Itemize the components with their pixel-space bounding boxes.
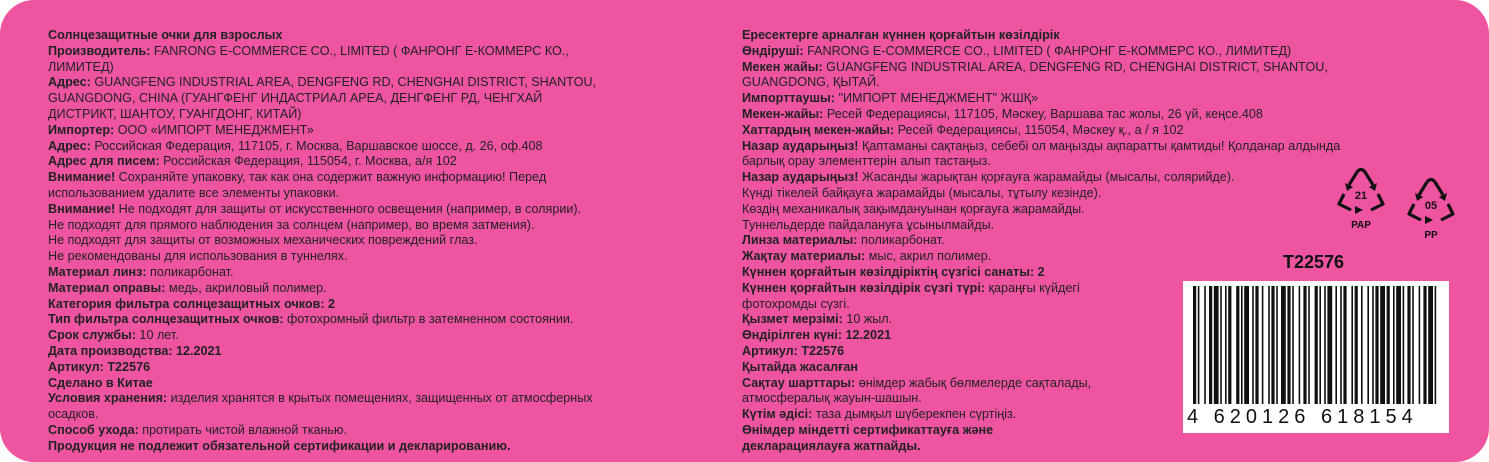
bold-label: Күтім әдісі: — [742, 407, 813, 422]
line-text: барлық орау элементтерін алып тастаңыз. — [742, 154, 991, 169]
bold-label: Продукция не подлежит обязательной сертификации и декларированию. — [48, 438, 511, 453]
bold-label: Солнцезащитные очки для взрослых — [48, 28, 283, 42]
kz-text-line — [742, 28, 1162, 44]
bold-label: Линза материалы: — [742, 233, 858, 248]
barcode-bar — [1367, 286, 1369, 404]
bold-label: декларациялауға жатпайды. — [742, 438, 921, 453]
barcode-bar — [1255, 286, 1258, 404]
line-text: GUANGDONG, ҚЫТАЙ. — [742, 75, 880, 90]
bold-label: Мекен жайы: — [742, 59, 823, 74]
line-text: Сохраняйте упаковку, так как она содержит важную информацию! Перед — [115, 170, 547, 185]
ru-text-line — [48, 407, 698, 423]
ru-text-line — [48, 75, 698, 91]
bold-label: Тип фильтра солнцезащитных очков: — [48, 312, 284, 327]
line-text: Көздің механикалық зақымдануынан қорғауға жарамайды. — [742, 201, 1085, 216]
barcode-bar — [1198, 286, 1200, 404]
bold-label: Импорттаушы: — [742, 91, 835, 106]
bold-label: Назар аударыңыз! — [742, 170, 859, 185]
barcode-bar — [1252, 286, 1254, 404]
bold-label: Мекен-жайы: — [742, 106, 824, 121]
article-code: T22576 — [1283, 252, 1345, 272]
bold-label: Адрес: — [48, 138, 91, 153]
kz-text-line — [742, 43, 1292, 60]
line-text: использованием удалите все элементы упаковки. — [48, 185, 340, 200]
barcode-bar — [1228, 286, 1231, 404]
kz-text-line — [742, 106, 1263, 123]
barcode-bar — [1281, 286, 1286, 404]
ru-text-line — [48, 344, 698, 360]
kz-text-line — [742, 59, 1328, 76]
line-text: ООО «ИМПОРТ МЕНЕДЖМЕНТ» — [114, 122, 314, 137]
barcode-bar — [1236, 286, 1239, 404]
barcode-bar — [1428, 286, 1433, 404]
bold-label: Дата производства: 12.2021 — [48, 343, 222, 358]
kz-text-line — [742, 281, 1162, 297]
barcode-bar — [1351, 286, 1353, 404]
barcode-bar — [1355, 286, 1358, 404]
barcode-bar — [1343, 286, 1346, 404]
line-text: Ресей Федерациясы, 115054, Мәскеу қ., а / я 102 — [894, 122, 1184, 137]
line-text: Российская Федерация, 117105, г. Москва, Варшавское шоссе, д. 26, оф.408 — [90, 138, 543, 153]
kz-text-line — [742, 154, 1162, 170]
line-text: Не подходят для защиты от возможных механических повреждений глаз. — [48, 233, 478, 248]
kz-text-line — [742, 233, 1162, 249]
line-text: GUANGFENG INDUSTRIAL AREA, DENGFENG RD, CHENGHAI DISTRICT, SHANTOU, — [822, 59, 1328, 74]
kz-text-line — [742, 407, 1162, 423]
ru-text-line — [48, 281, 698, 297]
bold-label: Сақтау шарттары: — [742, 375, 856, 390]
bold-label: Адрес: — [48, 75, 91, 90]
bold-label: Импортер: — [48, 122, 115, 137]
line-text: Күнді тікелей байқауға жарамайды (мысалы, тұтылу кезінде). — [742, 185, 1102, 200]
recycling-pp-icon — [1403, 176, 1459, 241]
barcode-bar — [1209, 286, 1212, 404]
barcode-bar — [1244, 286, 1249, 404]
bold-label: Категория фильтра солнцезащитных очков: 2 — [48, 296, 336, 311]
barcode-bar — [1435, 286, 1437, 404]
barcode-bar — [1375, 286, 1378, 404]
kz-text-line — [742, 376, 1162, 392]
bold-label: Күннен қорғайтын көзілдіріктің сүзгісі санаты: 2 — [742, 264, 1045, 279]
ru-text-line — [48, 60, 698, 76]
barcode-bar — [1412, 286, 1414, 404]
kz-text-line — [742, 344, 1162, 360]
line-text: қараңғы күйдегі — [985, 280, 1080, 295]
ru-text-line — [48, 107, 698, 123]
line-text: GUANGFENG INDUSTRIAL AREA, DENGFENG RD, CHENGHAI DISTRICT, SHANTOU, — [90, 75, 597, 90]
barcode-bar — [1361, 286, 1363, 404]
kz-text-line — [742, 423, 1162, 439]
line-text: Не подходят для защиты от искусственного освещения (например, в солярии). — [115, 201, 582, 216]
line-text: 10 жыл. — [842, 312, 893, 327]
line-text: поликарбонат. — [146, 264, 234, 279]
recycling-pap-code: PAP — [1351, 220, 1371, 231]
barcode-bar — [1214, 286, 1219, 404]
kz-text-line — [742, 328, 1162, 344]
barcode-digits: 4 620126 618154 — [1187, 406, 1418, 428]
ru-text-line — [48, 423, 698, 439]
barcode-bar — [1315, 286, 1318, 404]
line-text: мыс, акрил полимер. — [865, 249, 992, 264]
kz-text-line — [742, 138, 1341, 155]
kz-text-line — [742, 75, 1162, 91]
barcode-bar — [1193, 286, 1196, 404]
barcode-bar — [1299, 286, 1301, 404]
bold-label: Адрес для писем: — [48, 154, 160, 169]
line-text: фотохромный фильтр в затемненном состоянии. — [283, 312, 574, 327]
line-text: протирать чистой влажной тканью. — [138, 422, 347, 437]
barcode-bar — [1308, 286, 1310, 404]
line-text: Не подходят для прямого наблюдения за солнцем (например, во время затмения). — [48, 217, 535, 232]
ru-text-line — [48, 154, 698, 170]
line-text: ЛИМИТЕД) — [48, 59, 114, 74]
barcode-bar — [1396, 286, 1401, 404]
barcode-bar — [1276, 286, 1278, 404]
line-text: өнімдер жабық бөлмелерде сақталады, — [855, 375, 1092, 390]
barcode-bar — [1262, 286, 1264, 404]
bold-label: Қытайда жасалған — [742, 359, 858, 374]
kz-text-line — [742, 391, 1162, 407]
kz-text-line — [742, 170, 1235, 186]
kz-text-line — [742, 360, 1162, 376]
bold-label: Қызмет мерзімі: — [742, 312, 843, 327]
bold-label: Способ ухода: — [48, 422, 139, 437]
barcode-bar — [1335, 286, 1337, 404]
ru-text-line — [48, 44, 698, 60]
barcode-bar — [1372, 286, 1374, 404]
bold-label: Өндіруші: — [742, 43, 804, 58]
kz-text-line — [742, 122, 1184, 139]
recycling-pap-icon — [1333, 166, 1389, 231]
line-text: фотохромды сүзгі. — [742, 296, 850, 311]
bold-label: Внимание! — [48, 170, 116, 185]
line-text: "ИМПОРТ МЕНЕДЖМЕНТ" ЖШҚ» — [834, 91, 1039, 106]
bold-label: Өндірілген күні: 12.2021 — [742, 328, 892, 343]
kz-text-line — [742, 265, 1162, 281]
line-text: поликарбонат. — [857, 233, 945, 248]
ru-text-line — [48, 312, 698, 328]
bold-label: Артикул: T22576 — [742, 343, 845, 358]
bold-label: Материал оправы: — [48, 280, 166, 295]
line-text: атмосфералық жауын-шашын. — [742, 391, 922, 406]
barcode-bar — [1327, 286, 1332, 404]
ru-text-line — [48, 297, 698, 313]
bold-label: Сделано в Китае — [48, 375, 153, 390]
recycling-pap-number: 21 — [1354, 190, 1368, 202]
barcode-bar — [1393, 286, 1395, 404]
barcode-bar — [1407, 286, 1410, 404]
ru-text-line — [48, 233, 698, 249]
bold-label: Производитель: — [48, 43, 151, 58]
barcode-bar — [1380, 286, 1385, 404]
line-text: Ресей Федерациясы, 117105, Мәскеу, Варшава тас жолы, 26 үй, кеңсе.408 — [823, 106, 1263, 121]
bold-label: Жақтау материалы: — [742, 249, 866, 264]
ru-text-line — [48, 202, 698, 218]
ru-text-line — [48, 328, 698, 344]
line-text: FANRONG E-COMMERCE CO., LIMITED ( ФАНРОНГ Е-КОММЕРС КО., ЛИМИТЕД) — [803, 43, 1292, 58]
recycling-pp-code: PP — [1424, 230, 1438, 241]
line-text: Қаптаманы сақтаңыз, себебі ол маңызды ақпаратты қамтиды! Қолданар алдында — [858, 138, 1341, 153]
ru-text-line — [48, 123, 698, 139]
ru-text-line — [48, 170, 698, 186]
barcode-bar — [1268, 286, 1270, 404]
line-text: изделия хранятся в крытых помещениях, защищенных от атмосферных — [167, 391, 593, 406]
bold-label: Ересектерге арналған күннен қорғайтын көзілдірік — [742, 28, 1060, 42]
bold-label: Назар аударыңыз! — [742, 138, 859, 153]
ru-text-line — [48, 376, 698, 392]
barcode-bar — [1340, 286, 1342, 404]
line-text: ДИСТРИКТ, ШАНТОУ, ГУАНГДОНГ, КИТАЙ) — [48, 106, 302, 121]
barcode-bar — [1241, 286, 1243, 404]
kz-text-line — [742, 91, 1162, 107]
ru-text-line — [48, 91, 698, 107]
line-text: 10 лет. — [135, 328, 179, 343]
ru-text-line — [48, 186, 698, 202]
line-text: медь, акриловый полимер. — [165, 280, 327, 295]
line-text: Жасанды жарықтан қорғауға жарамайды (мысалы, солярийде). — [858, 170, 1235, 185]
line-text: Туннельдерде пайдалануға ұсынылмайды. — [742, 217, 995, 232]
line-text: FANRONG E-COMMERCE CO., LIMITED ( ФАНРОНГ Е-КОММЕРС КО., — [150, 43, 569, 58]
barcode-bar — [1292, 286, 1294, 404]
ru-text-line — [48, 139, 698, 155]
barcode-bar — [1287, 286, 1290, 404]
barcode — [1183, 281, 1449, 433]
ru-text-line — [48, 391, 698, 407]
barcode-bar — [1403, 286, 1405, 404]
kz-text-line — [742, 186, 1162, 202]
barcode-bar — [1220, 286, 1222, 404]
bold-label: Хаттардың мекен-жайы: — [742, 122, 895, 137]
barcode-bar — [1319, 286, 1321, 404]
ru-text-line — [48, 265, 698, 281]
ru-text-line — [48, 360, 698, 376]
barcode-bar — [1419, 286, 1421, 404]
barcode-bar — [1271, 286, 1274, 404]
russian-text-column — [48, 28, 698, 455]
barcode-bar — [1387, 286, 1390, 404]
bold-label: Условия хранения: — [48, 391, 168, 406]
bold-label: Артикул: T22576 — [48, 359, 151, 374]
kz-text-line — [742, 249, 1162, 265]
barcode-bar — [1204, 286, 1206, 404]
recycling-pp-number: 05 — [1424, 200, 1438, 212]
bold-label: Материал линз: — [48, 264, 147, 279]
barcode-bar — [1324, 286, 1326, 404]
ru-text-line — [48, 439, 698, 455]
kz-text-line — [742, 202, 1162, 218]
barcode-bar — [1423, 286, 1426, 404]
kz-text-line — [742, 312, 1162, 328]
line-text: таза дымқыл шүберекпен сүртіңіз. — [812, 407, 1017, 422]
barcode-icon — [1193, 286, 1439, 404]
ru-text-line — [48, 218, 698, 234]
barcode-bar — [1303, 286, 1306, 404]
line-text: Не рекомендованы для использования в туннелях. — [48, 249, 348, 264]
kz-text-line — [742, 439, 1162, 455]
ru-text-line — [48, 249, 698, 265]
kz-text-line — [742, 297, 1162, 313]
bold-label: Күннен қорғайтын көзілдірік сүзгі түрі: — [742, 280, 986, 295]
line-text: осадков. — [48, 407, 99, 422]
barcode-bar — [1225, 286, 1227, 404]
line-text: GUANGDONG, CHINA (ГУАНГФЕНГ ИНДАСТРИАЛ АРЕА, ДЕНГФЕНГ РД, ЧЕНГХАЙ — [48, 91, 543, 106]
ru-text-line — [48, 28, 698, 44]
bold-label: Внимание! — [48, 201, 116, 216]
line-text: Российская Федерация, 115054, г. Москва, а/я 102 — [159, 154, 457, 169]
bold-label: Срок службы: — [48, 328, 136, 343]
bold-label: Өнімдер міндетті сертификаттауға және — [742, 422, 994, 437]
kz-text-line — [742, 218, 1162, 234]
